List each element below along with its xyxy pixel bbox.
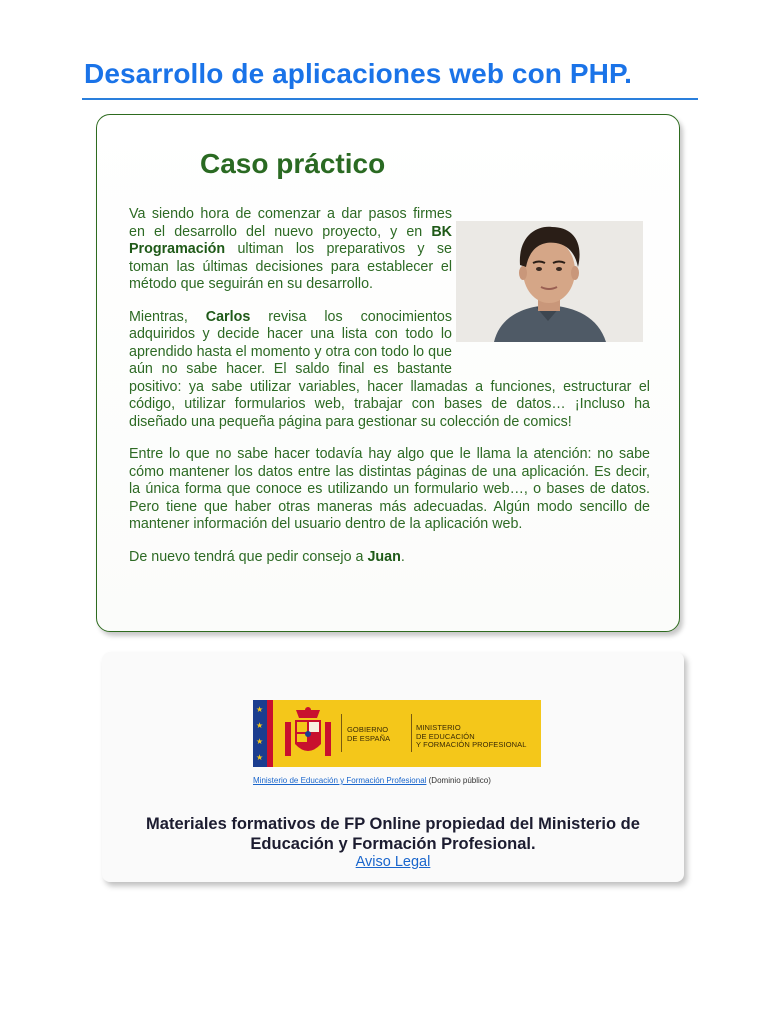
case-text-run: revisa los conocimientos adquiridos y decide hacer una lista con todo lo aprendido hasta el momento y otra con todo lo que aún no sabe hacer. El saldo final es bastante positivo: ya sabe utilizar variables, hacer llamadas a funciones, estructurar el código, utilizar formularios web, trabajar con bases de datos… ¡Incluso ha diseñado una pequeña página para gestionar su colección de comics! xyxy=(129,308,650,430)
case-text-run: . xyxy=(400,548,405,565)
logo-divider xyxy=(341,714,342,752)
character-name-juan: Juan xyxy=(367,548,401,565)
star-icon: ★ xyxy=(256,705,264,714)
document-title: Desarrollo de aplicaciones web con PHP. xyxy=(84,58,633,89)
case-study-text xyxy=(129,206,650,581)
footer-line-1: Materiales formativos de FP Online propiedad del Ministerio de xyxy=(146,815,640,833)
eu-flag-stripe xyxy=(253,700,267,767)
license-text: (Dominio público) xyxy=(426,776,491,785)
photo-wrap-spacer xyxy=(456,206,650,364)
case-text-run: Va siendo hora de comenzar a dar pasos firmes en el desarrollo del nuevo proyecto, y en xyxy=(129,206,452,240)
ministry-link[interactable]: Ministerio de Educación y Formación Profesional xyxy=(253,776,427,785)
star-icon: ★ xyxy=(256,753,264,762)
logo-text-line: GOBIERNO xyxy=(347,725,389,734)
case-paragraph-3: Entre lo que no sabe hacer todavía hay algo que le llama la atención: no sabe cómo mantener los datos entre las distintas páginas de una aplicación. Es decir, la única forma que conoce es utilizando un formulario web…, o bases de datos. Pero tiene que haber otras maneras más adecuadas. Algún modo sencillo de mantener información del usuario dentro de la aplicación web. xyxy=(129,446,650,532)
logo-text-line: DE ESPAÑA xyxy=(347,733,391,743)
footer-ownership-text xyxy=(102,815,684,854)
case-text-run: ultiman los preparativos y se toman las últimas decisiones para establecer el método que seguirán en su desarrollo. xyxy=(129,241,452,292)
coat-of-arms-icon xyxy=(283,706,333,762)
logo-caption xyxy=(253,776,491,785)
case-study-title: Caso práctico xyxy=(200,148,386,179)
legal-notice-link[interactable]: Aviso Legal xyxy=(355,854,431,870)
spain-flag-stripe xyxy=(267,700,273,767)
logo-divider xyxy=(411,714,412,752)
footer-line-2: Educación y Formación Profesional. xyxy=(250,834,536,853)
star-icon: ★ xyxy=(256,721,264,730)
case-text-run: Mientras, xyxy=(129,308,206,325)
logo-text-line: DE EDUCACIÓN xyxy=(416,731,475,741)
logo-text-line: Y FORMACIÓN PROFESIONAL xyxy=(416,740,527,749)
case-paragraph-4 xyxy=(129,549,650,567)
ministry-logo xyxy=(253,700,541,767)
star-icon: ★ xyxy=(256,737,264,746)
logo-text-line: MINISTERIO xyxy=(416,723,461,732)
title-underline xyxy=(82,98,698,100)
character-name-carlos: Carlos xyxy=(205,308,251,325)
case-text-run: De nuevo tendrá que pedir consejo a xyxy=(129,548,368,565)
logo-government-text xyxy=(347,726,390,743)
company-name: BK Programación xyxy=(129,223,452,257)
logo-ministry-text xyxy=(416,724,527,750)
